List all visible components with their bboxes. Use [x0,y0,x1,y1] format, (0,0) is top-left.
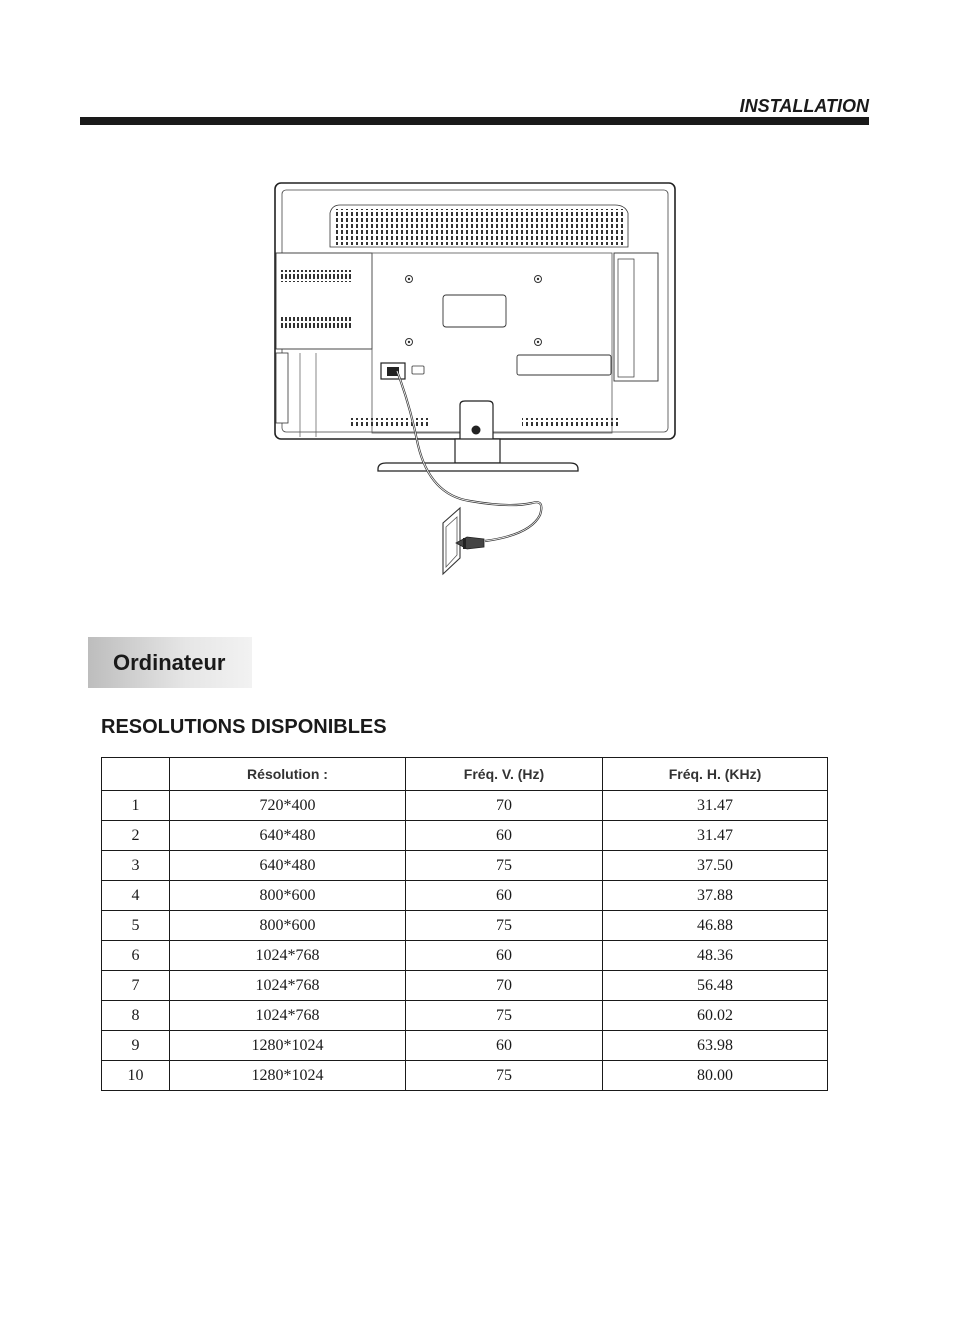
table-row [102,1061,828,1091]
row-index: 3 [102,851,170,881]
left-panel [276,253,372,349]
page-header-title: INSTALLATION [739,96,869,116]
row-vfreq: 60 [406,941,603,971]
label-plate [443,295,506,327]
row-index: 10 [102,1061,170,1091]
tv-rear-power-illustration [260,175,690,585]
header-hfreq: Fréq. H. (KHz) [603,758,828,791]
row-index: 1 [102,791,170,821]
row-hfreq: 46.88 [603,911,828,941]
header-index [102,758,170,791]
table-row [102,911,828,941]
table-row [102,971,828,1001]
table-row [102,1001,828,1031]
row-hfreq: 37.88 [603,881,828,911]
row-resolution: 640*480 [170,851,406,881]
rating-label [517,355,611,375]
table-row [102,941,828,971]
row-vfreq: 75 [406,1001,603,1031]
row-vfreq: 75 [406,911,603,941]
header-vfreq: Fréq. V. (Hz) [406,758,603,791]
row-index: 7 [102,971,170,1001]
row-resolution: 1024*768 [170,1001,406,1031]
row-index: 8 [102,1001,170,1031]
stand-base [378,463,578,471]
header-resolution: Résolution : [170,758,406,791]
table-row [102,881,828,911]
row-resolution: 1024*768 [170,941,406,971]
row-resolution: 720*400 [170,791,406,821]
row-vfreq: 60 [406,1031,603,1061]
row-hfreq: 80.00 [603,1061,828,1091]
row-vfreq: 70 [406,971,603,1001]
table-row [102,851,828,881]
section-label: Ordinateur [113,650,226,675]
row-resolution: 800*600 [170,911,406,941]
row-hfreq: 31.47 [603,821,828,851]
row-index: 5 [102,911,170,941]
row-hfreq: 37.50 [603,851,828,881]
row-vfreq: 60 [406,881,603,911]
row-resolution: 1280*1024 [170,1031,406,1061]
row-index: 2 [102,821,170,851]
row-vfreq: 70 [406,791,603,821]
row-resolution: 1280*1024 [170,1061,406,1091]
row-hfreq: 48.36 [603,941,828,971]
row-hfreq: 60.02 [603,1001,828,1031]
section-tab-ordinateur [88,637,252,688]
row-index: 9 [102,1031,170,1061]
row-resolution: 640*480 [170,821,406,851]
table-row [102,1031,828,1061]
header-rule [80,117,869,125]
resolutions-title: RESOLUTIONS DISPONIBLES [101,716,387,738]
resolutions-table [101,757,828,1091]
table-header-row [102,758,828,791]
row-hfreq: 56.48 [603,971,828,1001]
row-index: 6 [102,941,170,971]
row-vfreq: 75 [406,851,603,881]
row-vfreq: 60 [406,821,603,851]
row-hfreq: 31.47 [603,791,828,821]
table-row [102,791,828,821]
row-index: 4 [102,881,170,911]
row-resolution: 800*600 [170,881,406,911]
row-vfreq: 75 [406,1061,603,1091]
row-hfreq: 63.98 [603,1031,828,1061]
table-row [102,821,828,851]
top-vent [334,209,624,245]
row-resolution: 1024*768 [170,971,406,1001]
